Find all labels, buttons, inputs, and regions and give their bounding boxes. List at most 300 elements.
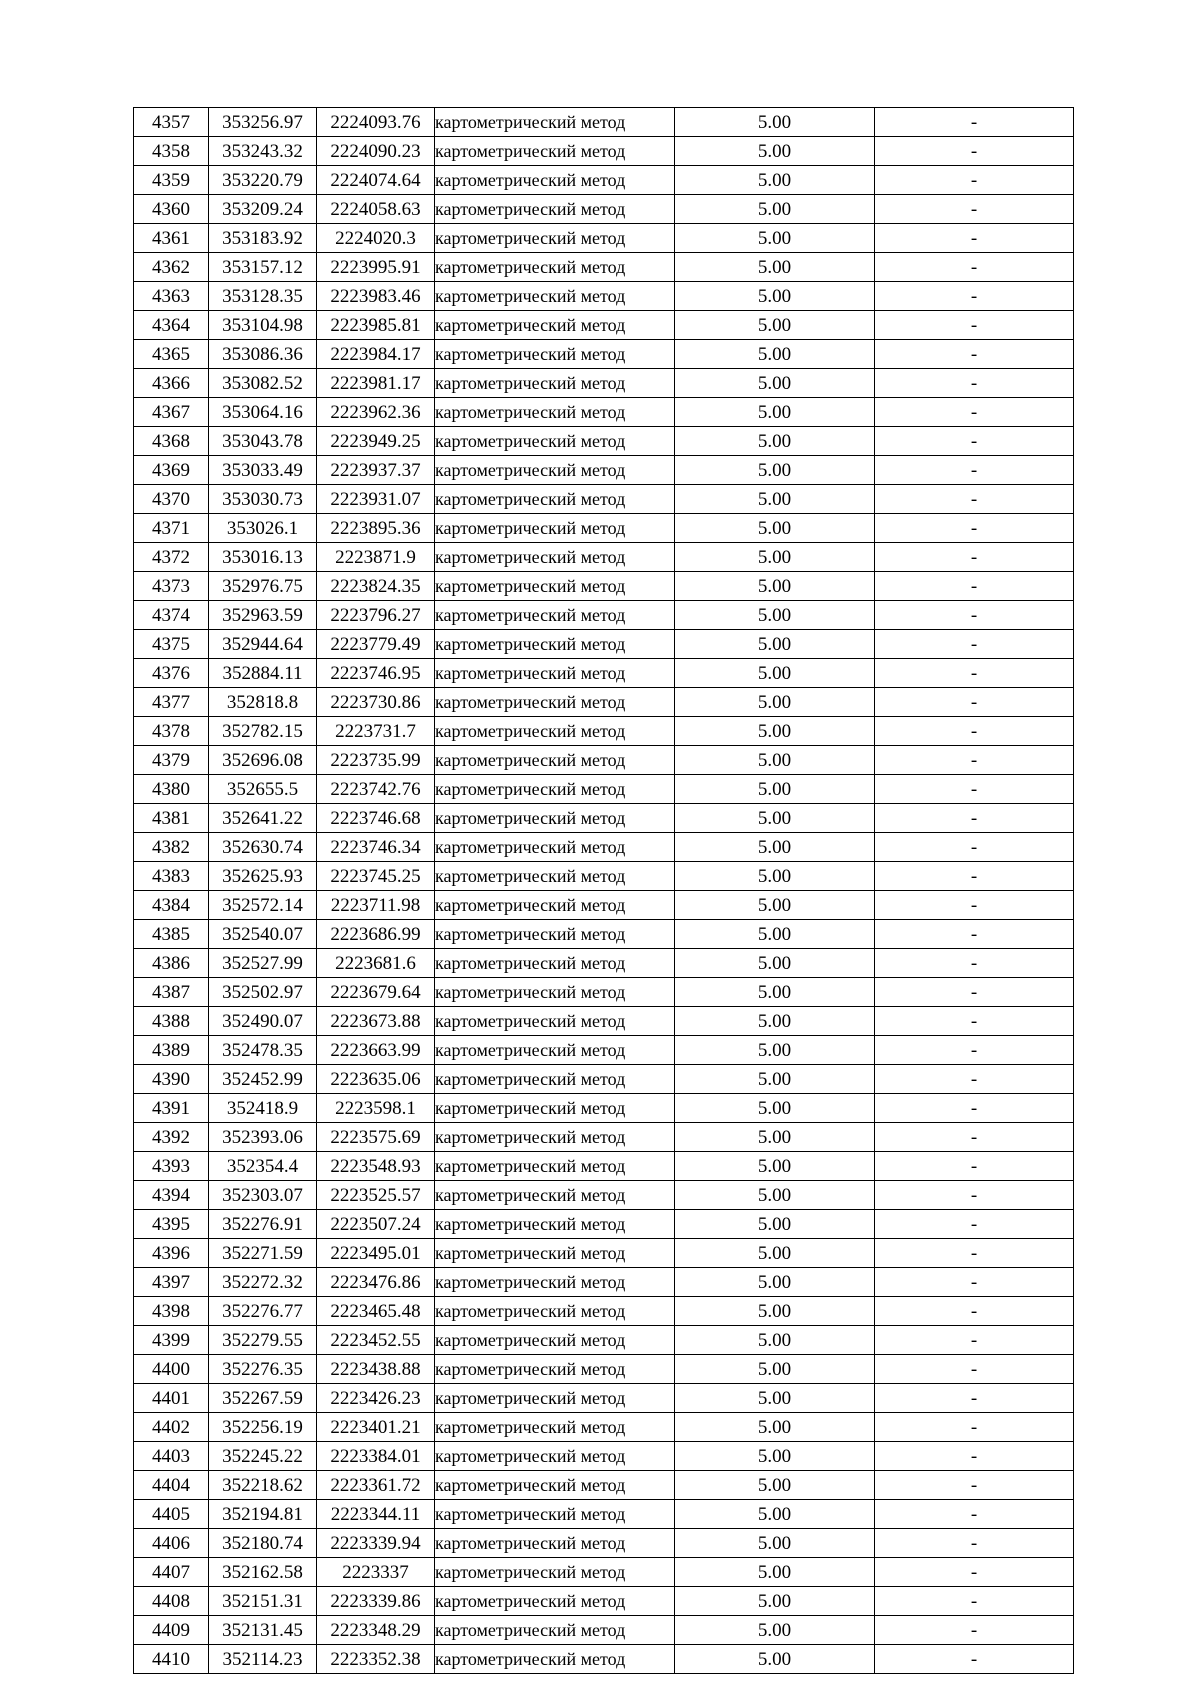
accuracy-cell: 5.00: [675, 1268, 875, 1297]
method-cell: картометрический метод: [435, 456, 675, 485]
coordinates-table-body: [134, 108, 1074, 1674]
method-cell: картометрический метод: [435, 514, 675, 543]
table-row: [134, 862, 1074, 891]
method-cell: картометрический метод: [435, 253, 675, 282]
x-coordinate-cell: 352180.74: [209, 1529, 317, 1558]
y-coordinate-cell: 2224093.76: [317, 108, 435, 137]
point-number-cell: 4361: [134, 224, 209, 253]
note-cell: -: [875, 1442, 1074, 1471]
coordinates-table: [133, 107, 1074, 1674]
table-row: [134, 775, 1074, 804]
x-coordinate-cell: 352655.5: [209, 775, 317, 804]
x-coordinate-cell: 352625.93: [209, 862, 317, 891]
method-cell: картометрический метод: [435, 1210, 675, 1239]
method-cell: картометрический метод: [435, 1007, 675, 1036]
point-number-cell: 4408: [134, 1587, 209, 1616]
accuracy-cell: 5.00: [675, 311, 875, 340]
table-row: [134, 659, 1074, 688]
method-cell: картометрический метод: [435, 282, 675, 311]
y-coordinate-cell: 2223796.27: [317, 601, 435, 630]
note-cell: -: [875, 456, 1074, 485]
x-coordinate-cell: 353209.24: [209, 195, 317, 224]
table-row: [134, 1442, 1074, 1471]
accuracy-cell: 5.00: [675, 775, 875, 804]
y-coordinate-cell: 2223742.76: [317, 775, 435, 804]
y-coordinate-cell: 2223348.29: [317, 1616, 435, 1645]
accuracy-cell: 5.00: [675, 514, 875, 543]
table-row: [134, 572, 1074, 601]
accuracy-cell: 5.00: [675, 862, 875, 891]
method-cell: картометрический метод: [435, 1268, 675, 1297]
point-number-cell: 4399: [134, 1326, 209, 1355]
y-coordinate-cell: 2223711.98: [317, 891, 435, 920]
point-number-cell: 4401: [134, 1384, 209, 1413]
note-cell: -: [875, 108, 1074, 137]
note-cell: -: [875, 1152, 1074, 1181]
method-cell: картометрический метод: [435, 920, 675, 949]
x-coordinate-cell: 352818.8: [209, 688, 317, 717]
x-coordinate-cell: 352131.45: [209, 1616, 317, 1645]
method-cell: картометрический метод: [435, 1558, 675, 1587]
accuracy-cell: 5.00: [675, 920, 875, 949]
y-coordinate-cell: 2224074.64: [317, 166, 435, 195]
point-number-cell: 4394: [134, 1181, 209, 1210]
table-row: [134, 195, 1074, 224]
method-cell: картометрический метод: [435, 804, 675, 833]
accuracy-cell: 5.00: [675, 1471, 875, 1500]
y-coordinate-cell: 2223598.1: [317, 1094, 435, 1123]
method-cell: картометрический метод: [435, 1645, 675, 1674]
note-cell: -: [875, 1007, 1074, 1036]
accuracy-cell: 5.00: [675, 1558, 875, 1587]
y-coordinate-cell: 2223931.07: [317, 485, 435, 514]
method-cell: картометрический метод: [435, 369, 675, 398]
point-number-cell: 4373: [134, 572, 209, 601]
x-coordinate-cell: 352782.15: [209, 717, 317, 746]
accuracy-cell: 5.00: [675, 1442, 875, 1471]
x-coordinate-cell: 353026.1: [209, 514, 317, 543]
y-coordinate-cell: 2223731.7: [317, 717, 435, 746]
accuracy-cell: 5.00: [675, 1587, 875, 1616]
x-coordinate-cell: 353183.92: [209, 224, 317, 253]
x-coordinate-cell: 352944.64: [209, 630, 317, 659]
method-cell: картометрический метод: [435, 427, 675, 456]
x-coordinate-cell: 353256.97: [209, 108, 317, 137]
table-row: [134, 978, 1074, 1007]
x-coordinate-cell: 352452.99: [209, 1065, 317, 1094]
y-coordinate-cell: 2223663.99: [317, 1036, 435, 1065]
point-number-cell: 4395: [134, 1210, 209, 1239]
x-coordinate-cell: 352630.74: [209, 833, 317, 862]
point-number-cell: 4400: [134, 1355, 209, 1384]
note-cell: -: [875, 572, 1074, 601]
method-cell: картометрический метод: [435, 1413, 675, 1442]
y-coordinate-cell: 2223985.81: [317, 311, 435, 340]
note-cell: -: [875, 514, 1074, 543]
table-row: [134, 949, 1074, 978]
note-cell: -: [875, 340, 1074, 369]
method-cell: картометрический метод: [435, 572, 675, 601]
table-row: [134, 1152, 1074, 1181]
point-number-cell: 4360: [134, 195, 209, 224]
point-number-cell: 4384: [134, 891, 209, 920]
note-cell: -: [875, 891, 1074, 920]
x-coordinate-cell: 352354.4: [209, 1152, 317, 1181]
point-number-cell: 4386: [134, 949, 209, 978]
x-coordinate-cell: 352527.99: [209, 949, 317, 978]
table-row: [134, 166, 1074, 195]
table-row: [134, 833, 1074, 862]
point-number-cell: 4402: [134, 1413, 209, 1442]
accuracy-cell: 5.00: [675, 1065, 875, 1094]
note-cell: -: [875, 311, 1074, 340]
table-row: [134, 1181, 1074, 1210]
table-row: [134, 1500, 1074, 1529]
y-coordinate-cell: 2223525.57: [317, 1181, 435, 1210]
method-cell: картометрический метод: [435, 108, 675, 137]
y-coordinate-cell: 2223361.72: [317, 1471, 435, 1500]
accuracy-cell: 5.00: [675, 746, 875, 775]
accuracy-cell: 5.00: [675, 137, 875, 166]
point-number-cell: 4382: [134, 833, 209, 862]
table-row: [134, 1645, 1074, 1674]
note-cell: -: [875, 369, 1074, 398]
y-coordinate-cell: 2223981.17: [317, 369, 435, 398]
y-coordinate-cell: 2224090.23: [317, 137, 435, 166]
accuracy-cell: 5.00: [675, 1500, 875, 1529]
note-cell: -: [875, 1645, 1074, 1674]
y-coordinate-cell: 2223507.24: [317, 1210, 435, 1239]
accuracy-cell: 5.00: [675, 108, 875, 137]
note-cell: -: [875, 195, 1074, 224]
accuracy-cell: 5.00: [675, 1413, 875, 1442]
x-coordinate-cell: 352276.35: [209, 1355, 317, 1384]
note-cell: -: [875, 398, 1074, 427]
accuracy-cell: 5.00: [675, 253, 875, 282]
method-cell: картометрический метод: [435, 224, 675, 253]
table-row: [134, 688, 1074, 717]
x-coordinate-cell: 352478.35: [209, 1036, 317, 1065]
note-cell: -: [875, 1500, 1074, 1529]
point-number-cell: 4409: [134, 1616, 209, 1645]
method-cell: картометрический метод: [435, 311, 675, 340]
method-cell: картометрический метод: [435, 1529, 675, 1558]
point-number-cell: 4377: [134, 688, 209, 717]
y-coordinate-cell: 2223635.06: [317, 1065, 435, 1094]
x-coordinate-cell: 352267.59: [209, 1384, 317, 1413]
note-cell: -: [875, 1268, 1074, 1297]
x-coordinate-cell: 353043.78: [209, 427, 317, 456]
method-cell: картометрический метод: [435, 601, 675, 630]
accuracy-cell: 5.00: [675, 630, 875, 659]
note-cell: -: [875, 833, 1074, 862]
table-row: [134, 1326, 1074, 1355]
x-coordinate-cell: 352303.07: [209, 1181, 317, 1210]
point-number-cell: 4397: [134, 1268, 209, 1297]
method-cell: картометрический метод: [435, 1442, 675, 1471]
point-number-cell: 4358: [134, 137, 209, 166]
point-number-cell: 4362: [134, 253, 209, 282]
point-number-cell: 4387: [134, 978, 209, 1007]
note-cell: -: [875, 166, 1074, 195]
method-cell: картометрический метод: [435, 1355, 675, 1384]
note-cell: -: [875, 1616, 1074, 1645]
y-coordinate-cell: 2223476.86: [317, 1268, 435, 1297]
x-coordinate-cell: 352245.22: [209, 1442, 317, 1471]
method-cell: картометрический метод: [435, 1239, 675, 1268]
table-row: [134, 311, 1074, 340]
method-cell: картометрический метод: [435, 1152, 675, 1181]
note-cell: -: [875, 543, 1074, 572]
x-coordinate-cell: 353128.35: [209, 282, 317, 311]
y-coordinate-cell: 2223745.25: [317, 862, 435, 891]
note-cell: -: [875, 427, 1074, 456]
note-cell: -: [875, 1558, 1074, 1587]
x-coordinate-cell: 353243.32: [209, 137, 317, 166]
y-coordinate-cell: 2223339.94: [317, 1529, 435, 1558]
table-row: [134, 1616, 1074, 1645]
accuracy-cell: 5.00: [675, 456, 875, 485]
note-cell: -: [875, 862, 1074, 891]
method-cell: картометрический метод: [435, 1065, 675, 1094]
accuracy-cell: 5.00: [675, 1210, 875, 1239]
note-cell: -: [875, 1587, 1074, 1616]
x-coordinate-cell: 352218.62: [209, 1471, 317, 1500]
point-number-cell: 4404: [134, 1471, 209, 1500]
accuracy-cell: 5.00: [675, 282, 875, 311]
method-cell: картометрический метод: [435, 1297, 675, 1326]
x-coordinate-cell: 353064.16: [209, 398, 317, 427]
table-row: [134, 340, 1074, 369]
table-row: [134, 543, 1074, 572]
table-row: [134, 1210, 1074, 1239]
point-number-cell: 4366: [134, 369, 209, 398]
y-coordinate-cell: 2224020.3: [317, 224, 435, 253]
point-number-cell: 4370: [134, 485, 209, 514]
method-cell: картометрический метод: [435, 340, 675, 369]
y-coordinate-cell: 2223686.99: [317, 920, 435, 949]
x-coordinate-cell: 353030.73: [209, 485, 317, 514]
y-coordinate-cell: 2223895.36: [317, 514, 435, 543]
accuracy-cell: 5.00: [675, 195, 875, 224]
table-row: [134, 1007, 1074, 1036]
accuracy-cell: 5.00: [675, 224, 875, 253]
point-number-cell: 4359: [134, 166, 209, 195]
method-cell: картометрический метод: [435, 891, 675, 920]
note-cell: -: [875, 949, 1074, 978]
y-coordinate-cell: 2223984.17: [317, 340, 435, 369]
table-row: [134, 137, 1074, 166]
accuracy-cell: 5.00: [675, 949, 875, 978]
point-number-cell: 4392: [134, 1123, 209, 1152]
note-cell: -: [875, 1094, 1074, 1123]
table-row: [134, 427, 1074, 456]
point-number-cell: 4375: [134, 630, 209, 659]
y-coordinate-cell: 2224058.63: [317, 195, 435, 224]
point-number-cell: 4365: [134, 340, 209, 369]
point-number-cell: 4364: [134, 311, 209, 340]
point-number-cell: 4403: [134, 1442, 209, 1471]
method-cell: картометрический метод: [435, 1123, 675, 1152]
y-coordinate-cell: 2223495.01: [317, 1239, 435, 1268]
y-coordinate-cell: 2223962.36: [317, 398, 435, 427]
note-cell: -: [875, 1529, 1074, 1558]
table-row: [134, 398, 1074, 427]
table-row: [134, 369, 1074, 398]
point-number-cell: 4385: [134, 920, 209, 949]
method-cell: картометрический метод: [435, 978, 675, 1007]
x-coordinate-cell: 352114.23: [209, 1645, 317, 1674]
table-row: [134, 1065, 1074, 1094]
y-coordinate-cell: 2223983.46: [317, 282, 435, 311]
x-coordinate-cell: 352572.14: [209, 891, 317, 920]
point-number-cell: 4381: [134, 804, 209, 833]
x-coordinate-cell: 352490.07: [209, 1007, 317, 1036]
note-cell: -: [875, 137, 1074, 166]
x-coordinate-cell: 352276.91: [209, 1210, 317, 1239]
table-row: [134, 1558, 1074, 1587]
method-cell: картометрический метод: [435, 659, 675, 688]
point-number-cell: 4390: [134, 1065, 209, 1094]
y-coordinate-cell: 2223548.93: [317, 1152, 435, 1181]
note-cell: -: [875, 601, 1074, 630]
y-coordinate-cell: 2223426.23: [317, 1384, 435, 1413]
x-coordinate-cell: 352272.32: [209, 1268, 317, 1297]
accuracy-cell: 5.00: [675, 978, 875, 1007]
method-cell: картометрический метод: [435, 1094, 675, 1123]
method-cell: картометрический метод: [435, 195, 675, 224]
note-cell: -: [875, 804, 1074, 833]
accuracy-cell: 5.00: [675, 688, 875, 717]
table-row: [134, 630, 1074, 659]
point-number-cell: 4410: [134, 1645, 209, 1674]
table-row: [134, 804, 1074, 833]
point-number-cell: 4371: [134, 514, 209, 543]
note-cell: -: [875, 1239, 1074, 1268]
accuracy-cell: 5.00: [675, 398, 875, 427]
table-row: [134, 456, 1074, 485]
table-row: [134, 1268, 1074, 1297]
note-cell: -: [875, 775, 1074, 804]
accuracy-cell: 5.00: [675, 1355, 875, 1384]
method-cell: картометрический метод: [435, 746, 675, 775]
point-number-cell: 4363: [134, 282, 209, 311]
y-coordinate-cell: 2223384.01: [317, 1442, 435, 1471]
x-coordinate-cell: 352976.75: [209, 572, 317, 601]
table-row: [134, 514, 1074, 543]
table-row: [134, 1355, 1074, 1384]
point-number-cell: 4396: [134, 1239, 209, 1268]
point-number-cell: 4374: [134, 601, 209, 630]
note-cell: -: [875, 717, 1074, 746]
point-number-cell: 4393: [134, 1152, 209, 1181]
note-cell: -: [875, 1413, 1074, 1442]
accuracy-cell: 5.00: [675, 1645, 875, 1674]
point-number-cell: 4391: [134, 1094, 209, 1123]
method-cell: картометрический метод: [435, 1616, 675, 1645]
point-number-cell: 4388: [134, 1007, 209, 1036]
method-cell: картометрический метод: [435, 688, 675, 717]
y-coordinate-cell: 2223746.95: [317, 659, 435, 688]
table-row: [134, 485, 1074, 514]
point-number-cell: 4376: [134, 659, 209, 688]
point-number-cell: 4383: [134, 862, 209, 891]
accuracy-cell: 5.00: [675, 1326, 875, 1355]
table-row: [134, 717, 1074, 746]
x-coordinate-cell: 352963.59: [209, 601, 317, 630]
table-row: [134, 282, 1074, 311]
note-cell: -: [875, 1297, 1074, 1326]
method-cell: картометрический метод: [435, 717, 675, 746]
note-cell: -: [875, 688, 1074, 717]
accuracy-cell: 5.00: [675, 1152, 875, 1181]
method-cell: картометрический метод: [435, 1587, 675, 1616]
accuracy-cell: 5.00: [675, 1007, 875, 1036]
y-coordinate-cell: 2223824.35: [317, 572, 435, 601]
y-coordinate-cell: 2223779.49: [317, 630, 435, 659]
point-number-cell: 4367: [134, 398, 209, 427]
y-coordinate-cell: 2223746.34: [317, 833, 435, 862]
accuracy-cell: 5.00: [675, 427, 875, 456]
y-coordinate-cell: 2223465.48: [317, 1297, 435, 1326]
point-number-cell: 4380: [134, 775, 209, 804]
accuracy-cell: 5.00: [675, 891, 875, 920]
accuracy-cell: 5.00: [675, 804, 875, 833]
method-cell: картометрический метод: [435, 1500, 675, 1529]
table-row: [134, 1413, 1074, 1442]
note-cell: -: [875, 1355, 1074, 1384]
note-cell: -: [875, 1036, 1074, 1065]
method-cell: картометрический метод: [435, 775, 675, 804]
table-row: [134, 1471, 1074, 1500]
note-cell: -: [875, 485, 1074, 514]
x-coordinate-cell: 352884.11: [209, 659, 317, 688]
y-coordinate-cell: 2223352.38: [317, 1645, 435, 1674]
point-number-cell: 4368: [134, 427, 209, 456]
y-coordinate-cell: 2223452.55: [317, 1326, 435, 1355]
method-cell: картометрический метод: [435, 949, 675, 978]
method-cell: картометрический метод: [435, 543, 675, 572]
y-coordinate-cell: 2223344.11: [317, 1500, 435, 1529]
method-cell: картометрический метод: [435, 1326, 675, 1355]
table-row: [134, 601, 1074, 630]
x-coordinate-cell: 353157.12: [209, 253, 317, 282]
accuracy-cell: 5.00: [675, 485, 875, 514]
y-coordinate-cell: 2223681.6: [317, 949, 435, 978]
accuracy-cell: 5.00: [675, 1616, 875, 1645]
y-coordinate-cell: 2223871.9: [317, 543, 435, 572]
note-cell: -: [875, 659, 1074, 688]
note-cell: -: [875, 1471, 1074, 1500]
y-coordinate-cell: 2223995.91: [317, 253, 435, 282]
x-coordinate-cell: 352641.22: [209, 804, 317, 833]
accuracy-cell: 5.00: [675, 1123, 875, 1152]
point-number-cell: 4357: [134, 108, 209, 137]
x-coordinate-cell: 352194.81: [209, 1500, 317, 1529]
x-coordinate-cell: 353033.49: [209, 456, 317, 485]
accuracy-cell: 5.00: [675, 1529, 875, 1558]
method-cell: картометрический метод: [435, 630, 675, 659]
point-number-cell: 4398: [134, 1297, 209, 1326]
method-cell: картометрический метод: [435, 137, 675, 166]
table-row: [134, 1036, 1074, 1065]
method-cell: картометрический метод: [435, 1181, 675, 1210]
note-cell: -: [875, 1384, 1074, 1413]
x-coordinate-cell: 352393.06: [209, 1123, 317, 1152]
y-coordinate-cell: 2223679.64: [317, 978, 435, 1007]
table-row: [134, 1297, 1074, 1326]
point-number-cell: 4405: [134, 1500, 209, 1529]
